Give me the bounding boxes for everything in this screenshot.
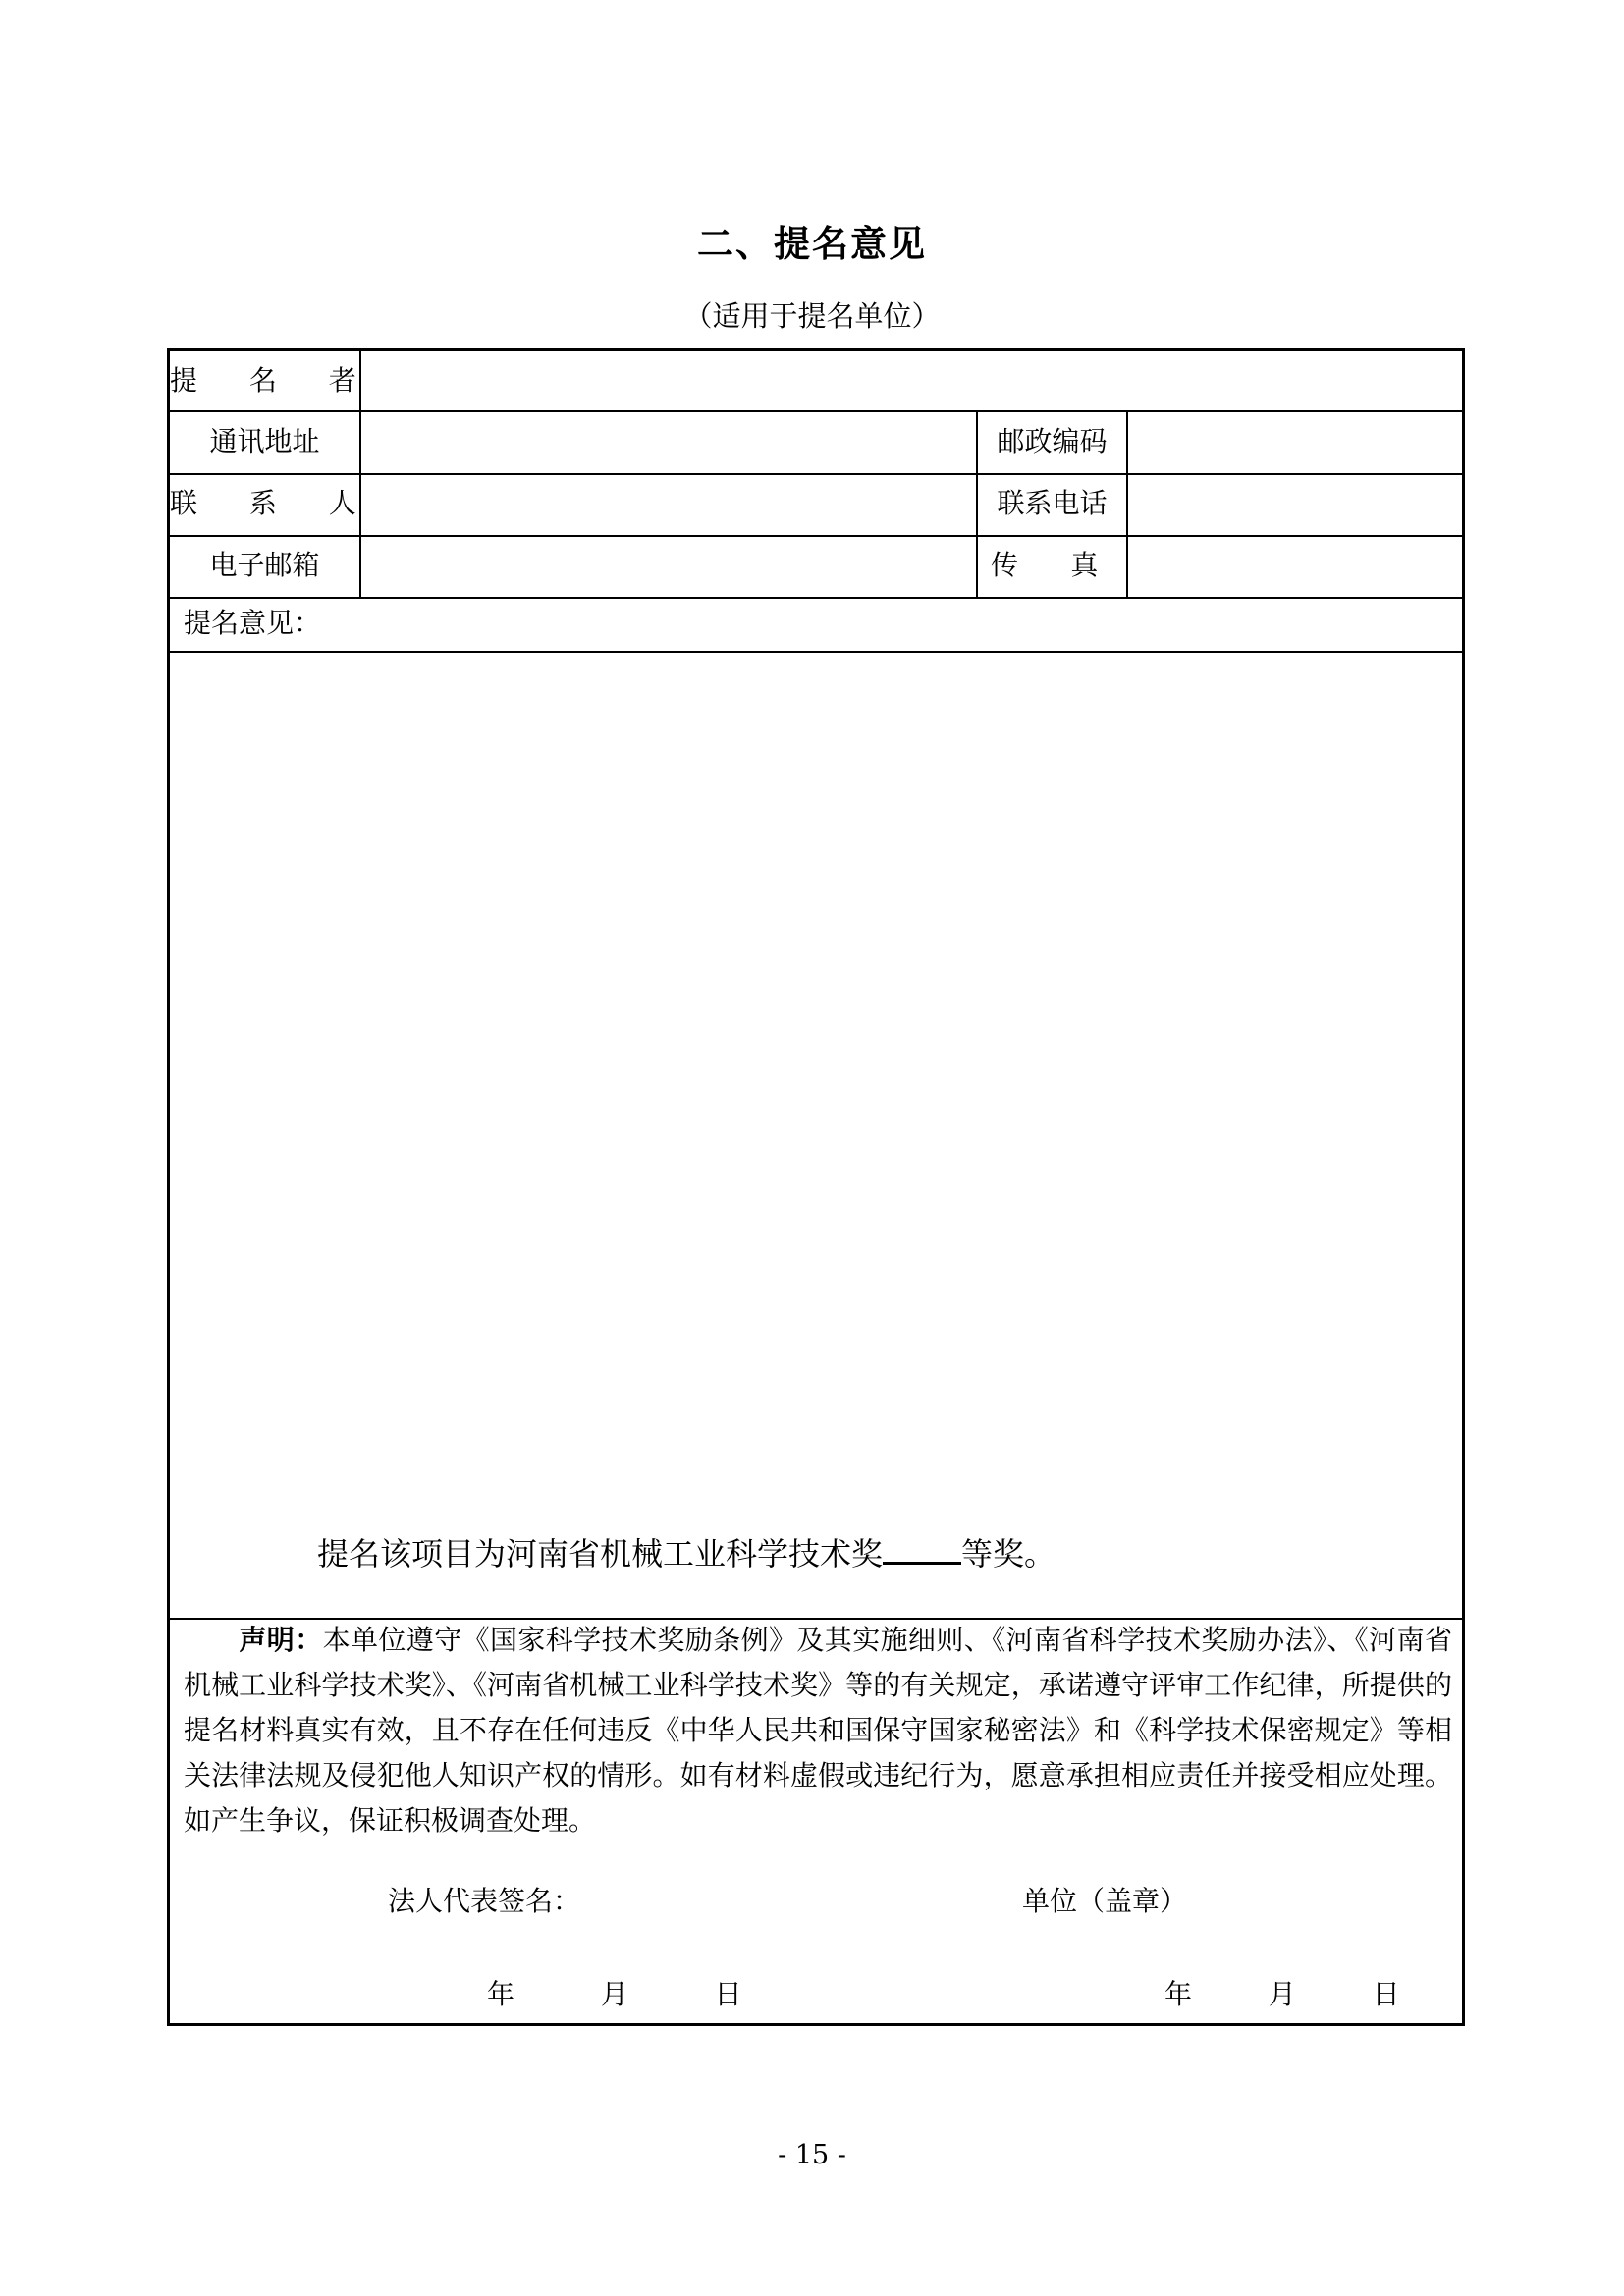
- fax-label: 传 真: [991, 549, 1099, 581]
- address-field[interactable]: [361, 412, 976, 473]
- opinion-label: 提名意见：: [184, 607, 322, 639]
- year-label: 年: [1164, 1978, 1193, 2010]
- postcode-field[interactable]: [1128, 412, 1465, 473]
- month-label: 月: [1268, 1978, 1296, 2010]
- address-label: 通讯地址: [209, 425, 320, 457]
- page-title: 二、提名意见: [697, 223, 927, 265]
- phone-field[interactable]: [1128, 475, 1465, 535]
- legal-rep-signature-label: 法人代表签名：: [388, 1885, 581, 1917]
- declaration-body: 本单位遵守《国家科学技术奖励条例》及其实施细则、《河南省科学技术奖励办法》、《河南省机械工业科学技术奖》、《河南省机械工业科学技术奖》等的有关规定，承诺遵守评审工作纪律，所提供的提名材料真实有效，且不存在任何违反《中华人民共和国保守国家秘密法》和《科学技术保密规定》等相关法律法规及侵犯他人知识产权的情形。如有材料虚假或违纪行为，愿意承担相应责任并接受相应处理。如产生争议，保证积极调查处理。: [184, 1624, 1452, 1837]
- opinion-textarea[interactable]: [170, 653, 1462, 1517]
- email-field[interactable]: [361, 537, 976, 597]
- email-label: 电子邮箱: [209, 549, 320, 581]
- day-label: 日: [1372, 1978, 1400, 2010]
- month-label: 月: [600, 1978, 628, 2010]
- unit-seal-date: [1164, 1973, 1400, 2012]
- nomination-statement: [317, 1529, 1056, 1575]
- nominator-field[interactable]: [361, 351, 1465, 410]
- nomination-prefix: 提名该项目为河南省机械工业科学技术奖: [317, 1535, 884, 1573]
- nomination-form: [167, 348, 1465, 2026]
- phone-label: 联系电话: [997, 487, 1108, 519]
- unit-seal-label: 单位（盖章）: [1022, 1885, 1188, 1917]
- fax-field[interactable]: [1128, 537, 1465, 597]
- page-number: - 15 -: [778, 2140, 846, 2170]
- award-grade-blank[interactable]: [883, 1534, 961, 1565]
- year-label: 年: [487, 1978, 515, 2010]
- row-divider: [170, 597, 1462, 599]
- day-label: 日: [714, 1978, 742, 2010]
- postcode-label: 邮政编码: [997, 425, 1108, 457]
- page-subtitle: （适用于提名单位）: [683, 299, 941, 333]
- contact-field[interactable]: [361, 475, 976, 535]
- contact-label: 联 系 人: [170, 487, 378, 519]
- declaration-heading: 声明：: [239, 1624, 323, 1656]
- declaration: [184, 1618, 1452, 1843]
- legal-rep-date: [487, 1973, 742, 2012]
- nominator-label: 提 名 者: [170, 364, 378, 397]
- nomination-suffix: 等奖。: [961, 1535, 1056, 1573]
